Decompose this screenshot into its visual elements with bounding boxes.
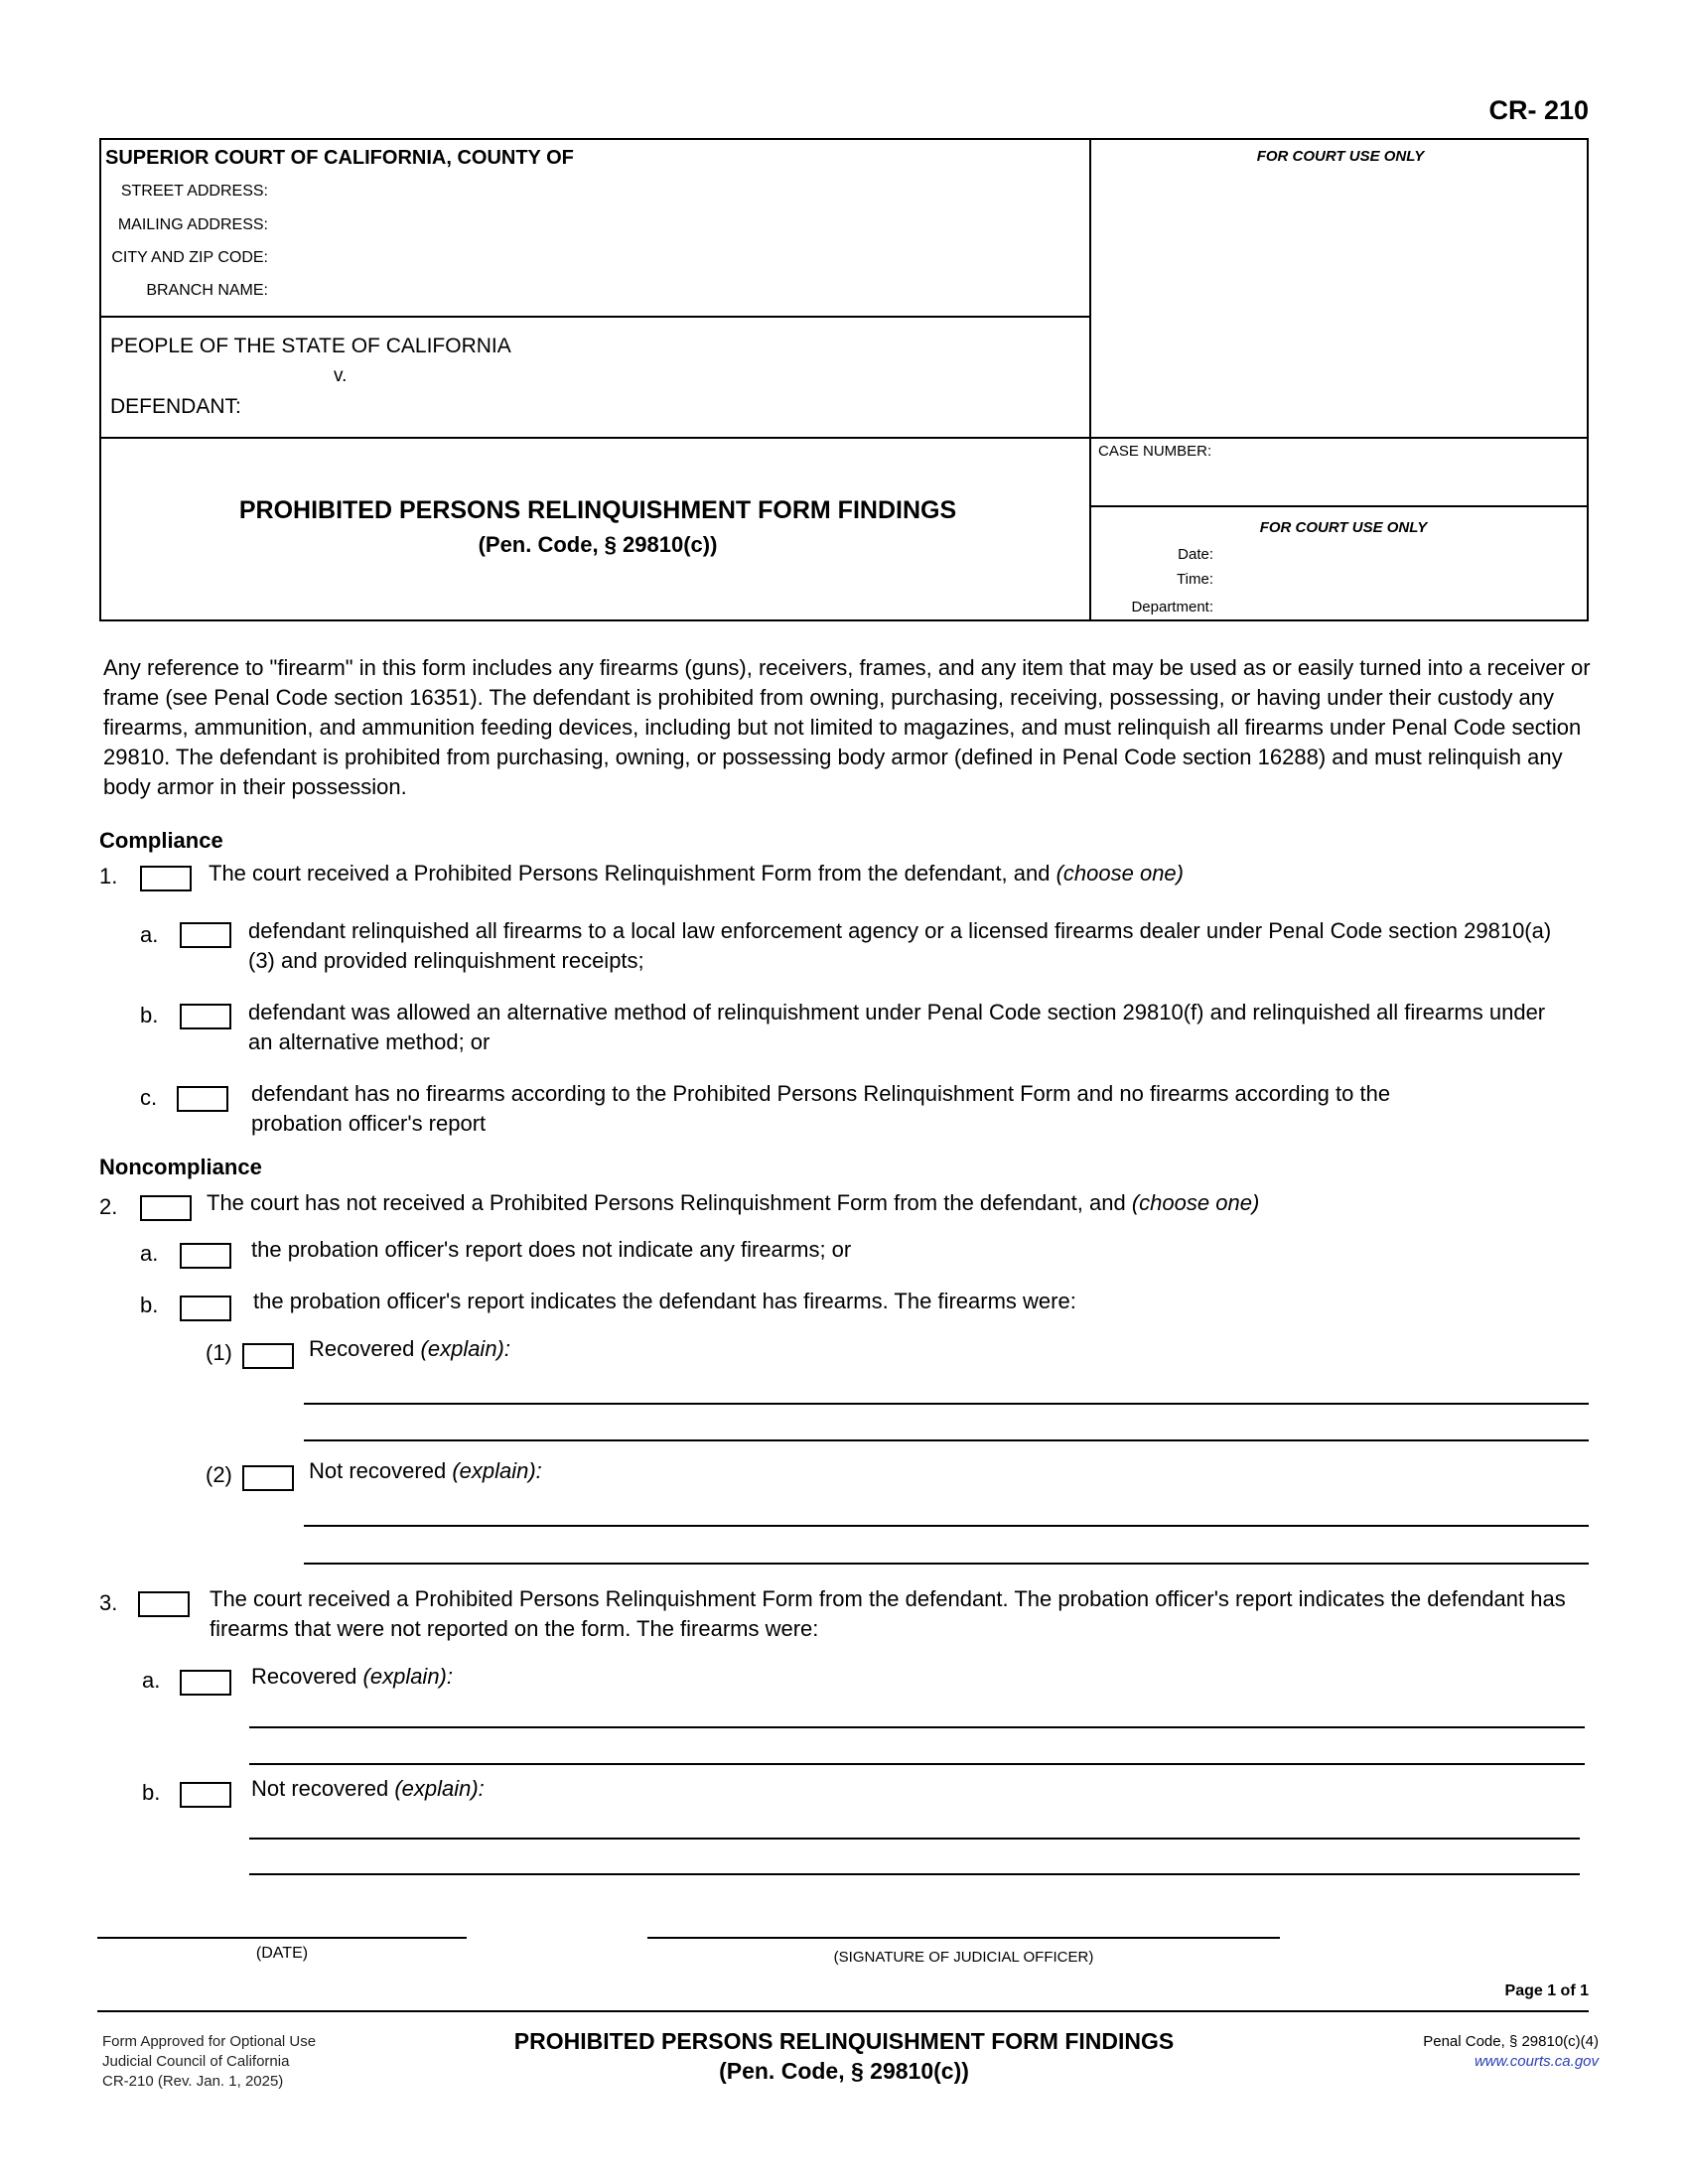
footer-approval: Form Approved for Optional Use [102, 2033, 317, 2050]
item-2b2-line[interactable] [304, 1563, 1589, 1565]
date-caption: (DATE) [255, 1945, 309, 1962]
item-1a-label: a. [140, 922, 159, 947]
case-number-input[interactable] [1102, 467, 1583, 496]
item-3b-line[interactable] [249, 1873, 1580, 1875]
footer-title-block [447, 2026, 1241, 2086]
footer-code: Penal Code, § 29810(c)(4) [1423, 2033, 1599, 2050]
item-2b1-line[interactable] [304, 1439, 1589, 1441]
item-2b1-label: (1) [206, 1340, 232, 1365]
page-number: Page 1 of 1 [1504, 1982, 1589, 1999]
item-2b-label: b. [140, 1293, 159, 1317]
city-zip-input[interactable] [273, 245, 1081, 271]
item-1b-checkbox[interactable] [180, 1004, 231, 1029]
compliance-heading: Compliance [99, 828, 223, 853]
footer-revision: CR-210 (Rev. Jan. 1, 2025) [102, 2073, 284, 2090]
caption-divider [99, 316, 1091, 318]
form-number: CR- 210 [1488, 95, 1589, 125]
noncompliance-heading: Noncompliance [99, 1155, 262, 1179]
caption-divider [1089, 505, 1589, 507]
item-3-number: 3. [99, 1590, 118, 1615]
item-3b-line[interactable] [249, 1838, 1580, 1840]
item-3b-text: Not recovered (explain): [251, 1776, 485, 1801]
item-3-text: The court received a Prohibited Persons Relinquishment Form from the defendant. The probation officer's report indicates the defendant has firearms that were not reported on the form. The firearms were: [210, 1586, 1566, 1641]
branch-name-label: BRANCH NAME: [146, 282, 268, 299]
item-1c-checkbox[interactable] [177, 1086, 228, 1112]
item-2b2-text: Not recovered (explain): [309, 1458, 542, 1483]
street-address-input[interactable] [273, 179, 1081, 205]
item-3a-line[interactable] [249, 1763, 1585, 1765]
branch-name-input[interactable] [273, 278, 1081, 304]
footer-right [1291, 2032, 1599, 2072]
city-zip-label: CITY AND ZIP CODE: [111, 249, 268, 266]
footer-title: PROHIBITED PERSONS RELINQUISHMENT FORM FINDINGS [513, 2028, 1175, 2054]
item-2a-checkbox[interactable] [180, 1243, 231, 1269]
item-3a-label: a. [142, 1668, 161, 1693]
item-2-number: 2. [99, 1194, 118, 1219]
signature-caption: (SIGNATURE OF JUDICIAL OFFICER) [833, 1949, 1094, 1966]
item-3b-label: b. [142, 1780, 161, 1805]
footer-website-link[interactable]: www.courts.ca.gov [1474, 2053, 1599, 2070]
date-label: Date: [1178, 546, 1213, 563]
item-2b1-text: Recovered (explain): [309, 1336, 510, 1361]
footer-divider [97, 2010, 1589, 2012]
defendant-input[interactable] [258, 393, 1076, 421]
court-use-only-label: FOR COURT USE ONLY [1256, 148, 1425, 165]
footer-left [102, 2032, 316, 2092]
item-3a-checkbox[interactable] [180, 1670, 231, 1696]
defendant-label: DEFENDANT: [110, 395, 241, 418]
court-title: SUPERIOR COURT OF CALIFORNIA, COUNTY OF [105, 147, 574, 169]
intro-paragraph: Any reference to "firearm" in this form includes any firearms (guns), receivers, frames, and any item that may be used as or easily turned into a receiver or frame (see Penal Code section 16351). The defendant is prohibited from owning, purchasing, receiving, possessing, or having under their custody any firearms, ammunition, and ammunition feeding devices, including but not limited to magazines, and must relinquish all firearms under Penal Code section 29810. The defendant is prohibited from purchasing, owning, or possessing body armor (defined in Penal Code section 16288) and must relinquish any body armor in their possession. [103, 655, 1591, 799]
street-address-label: STREET ADDRESS: [120, 183, 268, 200]
item-3a-text: Recovered (explain): [251, 1664, 453, 1689]
mailing-address-label: MAILING ADDRESS: [117, 216, 268, 233]
item-1b-label: b. [140, 1003, 159, 1027]
form-title: PROHIBITED PERSONS RELINQUISHMENT FORM FINDINGS [238, 496, 957, 524]
item-1c-label: c. [140, 1085, 158, 1110]
item-1-text: The court received a Prohibited Persons Relinquishment Form from the defendant, and (choose one) [209, 861, 1184, 886]
department-label: Department: [1131, 599, 1213, 615]
item-2b-text: the probation officer's report indicates the defendant has firearms. The firearms were: [253, 1289, 1076, 1313]
form-subtitle: (Pen. Code, § 29810(c)) [478, 532, 718, 557]
item-2b1-line[interactable] [304, 1403, 1589, 1405]
item-3a-line[interactable] [249, 1726, 1585, 1728]
item-1-number: 1. [99, 864, 118, 888]
item-2b-checkbox[interactable] [180, 1296, 231, 1321]
item-1a-text: defendant relinquished all firearms to a local law enforcement agency or a licensed firearms dealer under Penal Code section 29810(a)(3) and provided relinquishment receipts; [248, 918, 1552, 973]
item-1c-text: defendant has no firearms according to the Prohibited Persons Relinquishment Form and no firearms according to the probation officer's report [251, 1081, 1391, 1136]
versus-label: v. [334, 365, 348, 386]
item-2a-label: a. [140, 1241, 159, 1266]
item-2b2-checkbox[interactable] [242, 1465, 294, 1491]
time-label: Time: [1177, 571, 1213, 588]
item-2b2-label: (2) [206, 1462, 232, 1487]
date-line[interactable] [97, 1937, 467, 1939]
item-2a-text: the probation officer's report does not indicate any firearms; or [251, 1237, 852, 1262]
item-1a-checkbox[interactable] [180, 922, 231, 948]
item-2-text: The court has not received a Prohibited Persons Relinquishment Form from the defendant, and (choose one) [207, 1190, 1260, 1215]
item-1-checkbox[interactable] [140, 866, 192, 891]
footer-council: Judicial Council of California [102, 2053, 290, 2070]
item-2-checkbox[interactable] [140, 1195, 192, 1221]
item-2b1-checkbox[interactable] [242, 1343, 294, 1369]
court-use-only-label-2: FOR COURT USE ONLY [1259, 519, 1428, 536]
case-number-label: CASE NUMBER: [1098, 443, 1212, 460]
people-label: PEOPLE OF THE STATE OF CALIFORNIA [110, 335, 511, 357]
mailing-address-input[interactable] [273, 212, 1081, 238]
item-1b-text: defendant was allowed an alternative method of relinquishment under Penal Code section 29810(f) and relinquished all firearms under an alternative method; or [248, 1000, 1546, 1054]
item-3-checkbox[interactable] [138, 1591, 190, 1617]
item-2b2-line[interactable] [304, 1525, 1589, 1527]
item-3b-checkbox[interactable] [180, 1782, 231, 1808]
footer-subtitle: (Pen. Code, § 29810(c)) [719, 2058, 969, 2084]
caption-divider [99, 437, 1589, 439]
signature-line[interactable] [647, 1937, 1280, 1939]
